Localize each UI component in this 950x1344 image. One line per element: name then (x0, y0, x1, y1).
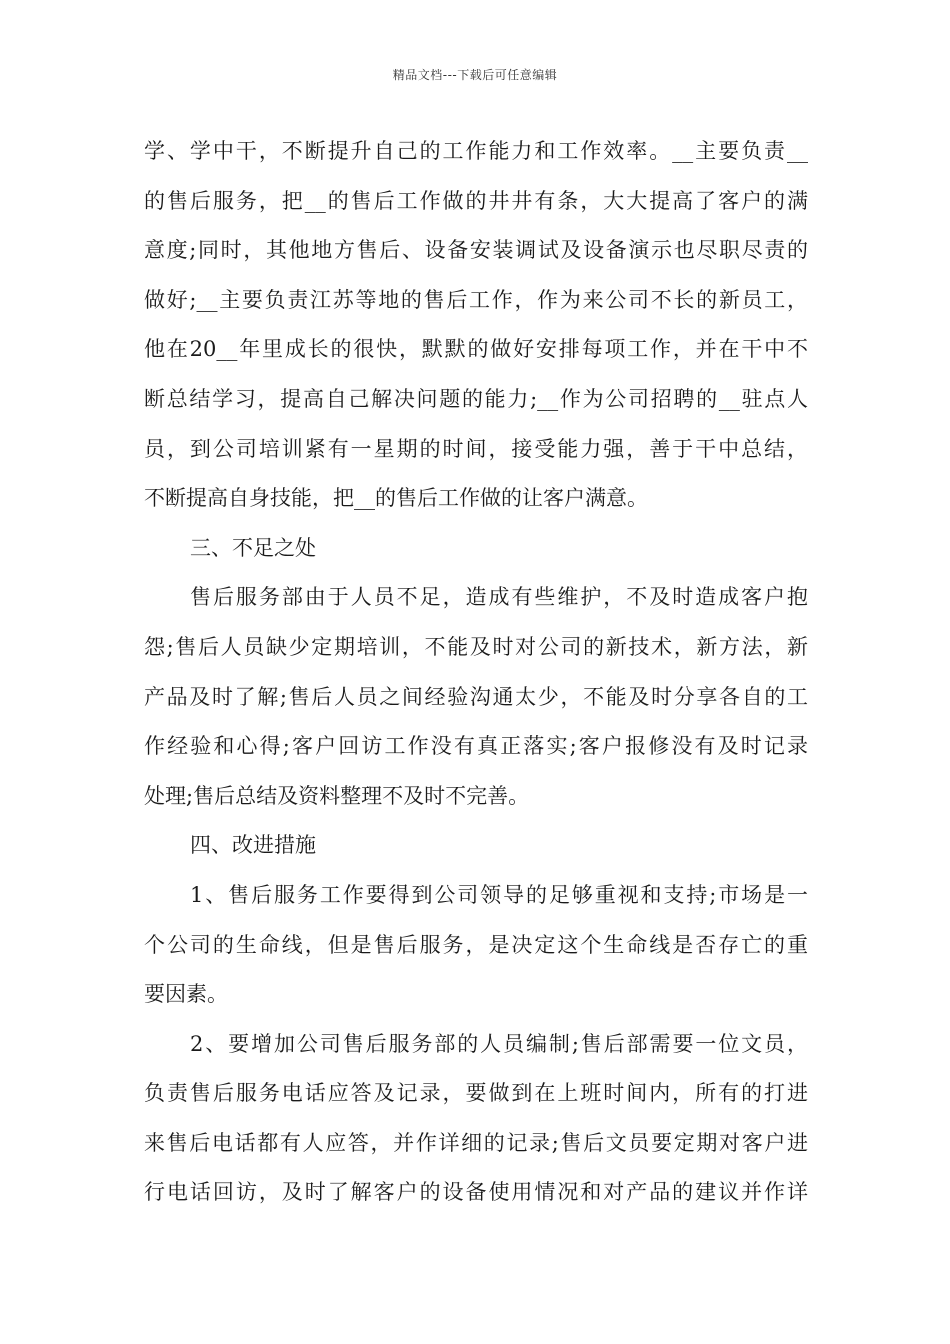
text-line: 行电话回访，及时了解客户的设备使用情况和对产品的建议并作详 (144, 1180, 808, 1205)
text-line: 负责售后服务电话应答及记录，要做到在上班时间内，所有的打进 (144, 1081, 808, 1106)
text-line: 学、学中干，不断提升自己的工作能力和工作效率。__主要负责__ (144, 139, 808, 163)
text-line: 产品及时了解;售后人员之间经验沟通太少，不能及时分享各自的工 (144, 684, 808, 709)
page-header: 精品文档---下载后可任意编辑 (392, 68, 558, 82)
text-line: 2、要增加公司售后服务部的人员编制;售后部需要一位文员， (190, 1031, 808, 1056)
section-heading-improvements: 四、改进措施 (190, 833, 316, 858)
text-line: 1、售后服务工作要得到公司领导的足够重视和支持;市场是一 (190, 882, 808, 907)
text-line: 作经验和心得;客户回访工作没有真正落实;客户报修没有及时记录 (144, 734, 808, 759)
text-line: 他在20__年里成长的很快，默默的做好安排每项工作，并在干中不 (144, 337, 808, 362)
text-line: 的售后服务，把__的售后工作做的井井有条，大大提高了客户的满 (144, 188, 808, 213)
text-line: 意度;同时，其他地方售后、设备安装调试及设备演示也尽职尽责的 (144, 238, 808, 263)
text-line: 处理;售后总结及资料整理不及时不完善。 (144, 783, 530, 808)
text-line: 售后服务部由于人员不足，造成有些维护，不及时造成客户抱 (190, 585, 808, 610)
text-line: 做好;__主要负责江苏等地的售后工作，作为来公司不长的新员工， (144, 287, 808, 312)
text-line: 来售后电话都有人应答，并作详细的记录;售后文员要定期对客户进 (144, 1130, 808, 1155)
text-line: 个公司的生命线，但是售后服务，是决定这个生命线是否存亡的重 (144, 932, 808, 957)
text-line: 要因素。 (144, 982, 228, 1007)
section-heading-shortcomings: 三、不足之处 (190, 535, 316, 560)
text-line: 员，到公司培训紧有一星期的时间，接受能力强，善于干中总结， (144, 436, 808, 461)
text-line: 断总结学习，提高自己解决问题的能力;__作为公司招聘的__驻点人 (144, 386, 808, 411)
document-body (144, 127, 808, 1218)
text-line: 不断提高自身技能，把__的售后工作做的让客户满意。 (144, 486, 648, 511)
text-line: 怨;售后人员缺少定期培训，不能及时对公司的新技术，新方法，新 (144, 634, 808, 659)
